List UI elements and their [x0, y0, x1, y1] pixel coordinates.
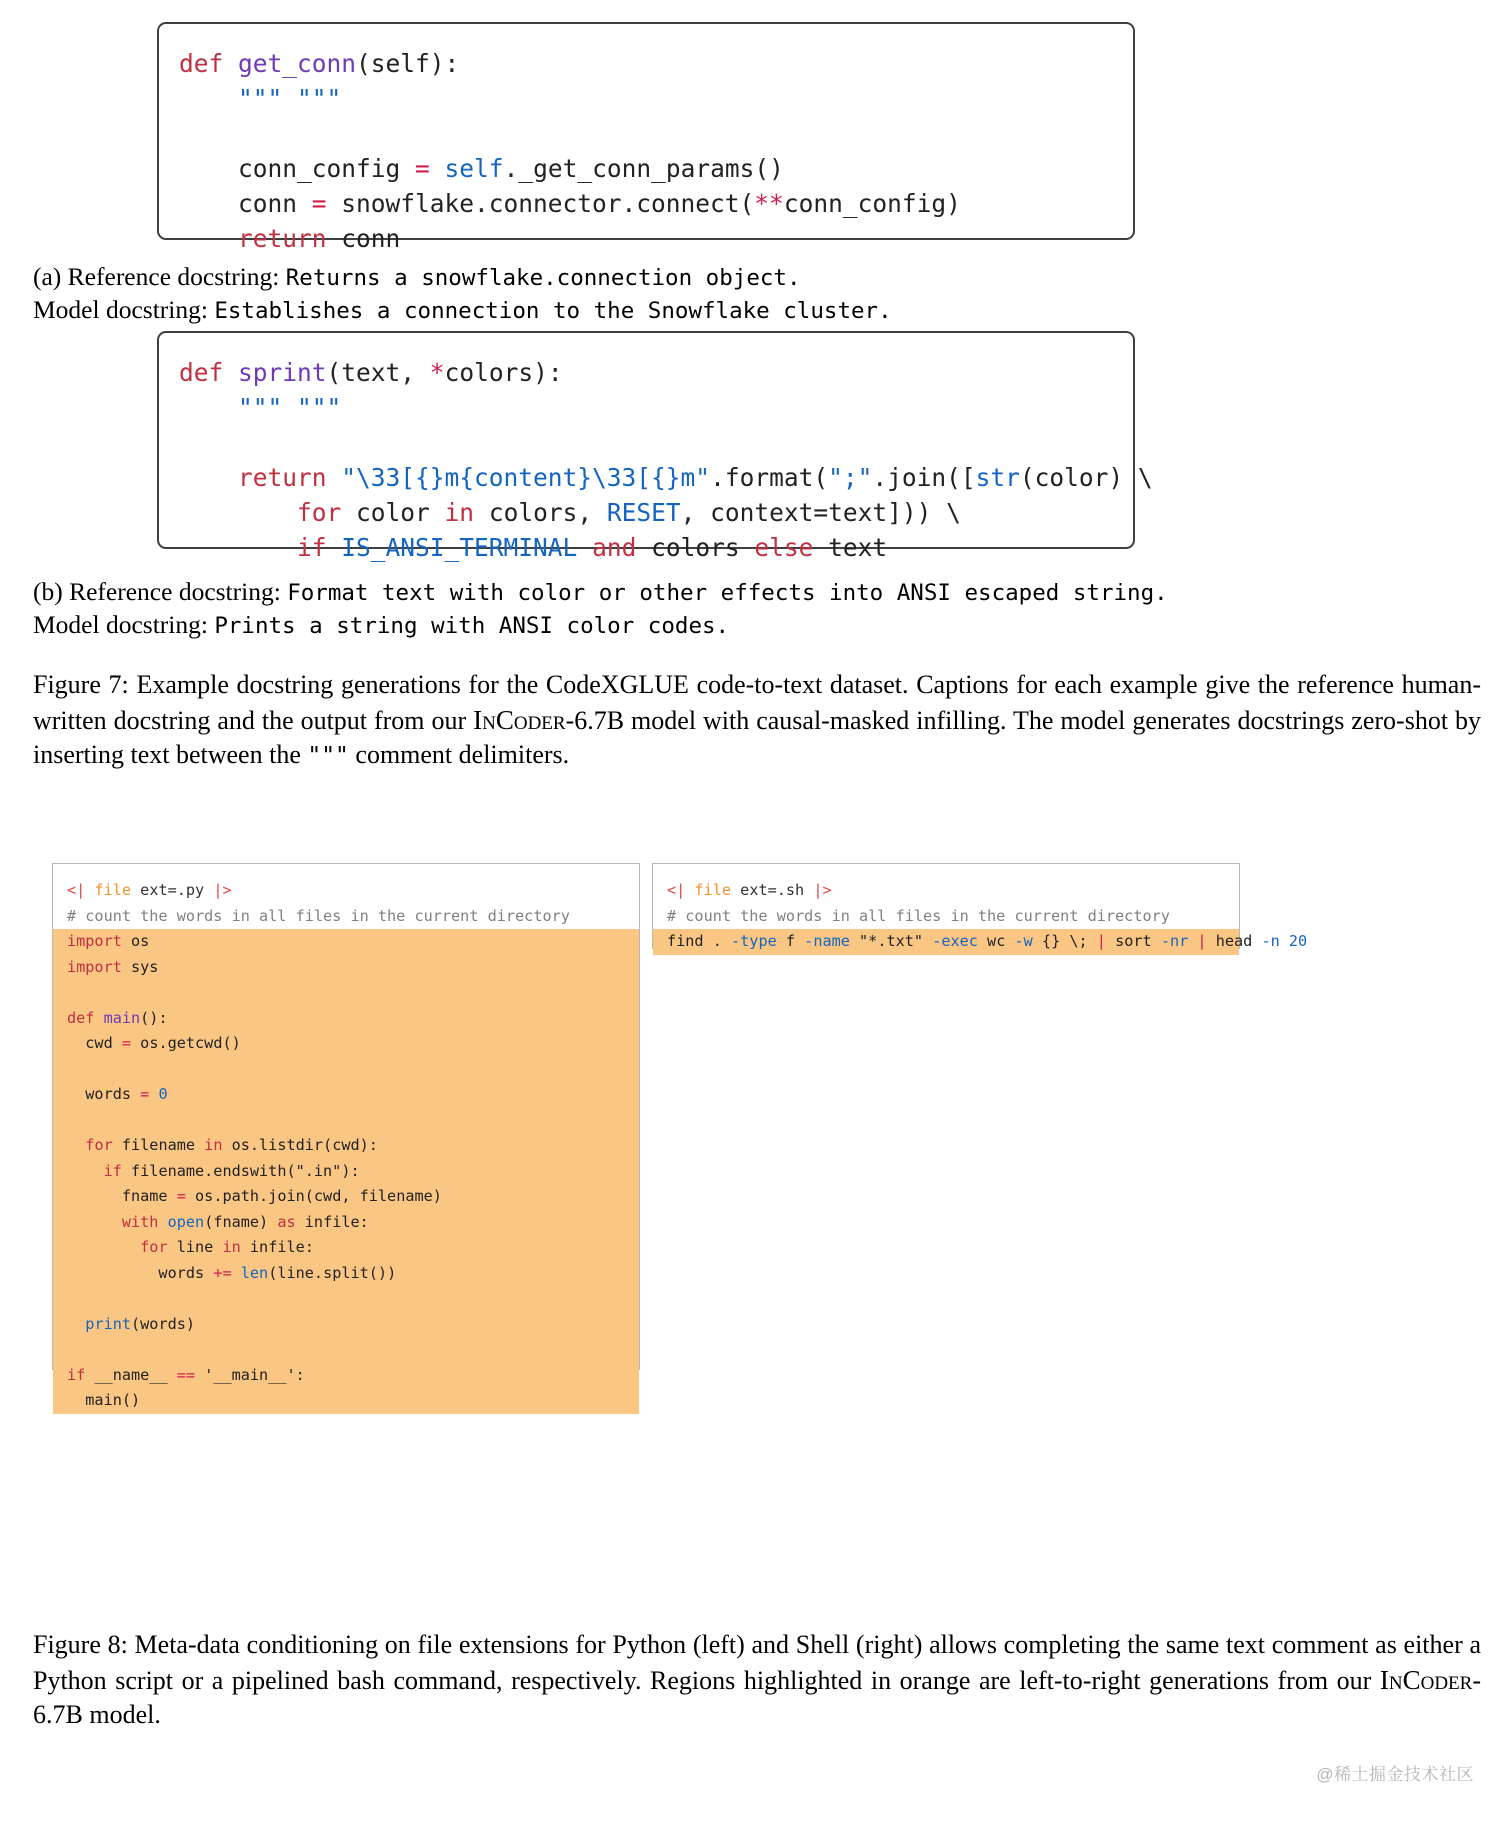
subcaption-b-model-label: Model docstring: [33, 610, 215, 639]
subcaption-a [33, 261, 1483, 327]
figure-8-model-name: InCoder [1379, 1664, 1473, 1695]
subcaption-b-reference-text: Format text with color or other effects into ANSI escaped string. [287, 580, 1168, 606]
watermark: @稀土掘金技术社区 [1316, 1765, 1474, 1784]
figure-7-caption-part3: comment delimiters. [348, 740, 570, 769]
figure-8-caption-part1: Figure 8: Meta-data conditioning on file extensions for Python (left) and Shell (right) allows completing the same text comment as either a Python script or a pipelined bash command, respectively. Regions highlighted in orange are left-to-right generations from our [33, 1630, 1481, 1695]
figure-7-delimiter: """ [307, 743, 349, 769]
subcaption-a-model-label: Model docstring: [33, 295, 215, 324]
figure-7-caption-part2: -6.7B model with causal-masked infilling. The model generates docstrings zero-shot by inserting text between the [33, 705, 1482, 769]
meta-tag-shell [653, 881, 832, 899]
figure-8-python-panel [52, 863, 640, 1409]
shell-generated-region: find . -type f -name "*.txt" -exec wc -w {} \; | sort -nr | head -n 20 [653, 929, 1239, 955]
figure-8-caption [33, 1628, 1481, 1733]
figure-7-model-name: InCoder [473, 704, 566, 735]
code-block-sprint [157, 331, 1153, 562]
code-block-get-conn [157, 22, 1135, 253]
meta-value-ext: ext=.py [140, 881, 205, 899]
subcaption-a-model-line [33, 294, 1483, 327]
subcaption-b-label: (b) Reference docstring: [33, 577, 288, 606]
subcaption-a-label: (a) Reference docstring: [33, 262, 286, 291]
meta-value-ext: ext=.sh [740, 881, 805, 899]
meta-close-bracket: |> [804, 881, 832, 899]
figure-8-shell-panel [652, 863, 1308, 950]
meta-key-file: file [685, 881, 741, 899]
code-content: def get_conn(self): """ """ conn_config = self._get_conn_params() conn = snowflake.connector.connect(**conn_config) return conn [179, 49, 961, 253]
subcaption-b-reference-line [33, 576, 1483, 609]
subcaption-b-model-text: Prints a string with ANSI color codes. [214, 613, 730, 639]
figure-7-caption-part1: Figure 7: Example docstring generations for the CodeXGLUE code-to-text dataset. Captions for each example give the reference human-written docstring and the output from our [33, 670, 1481, 735]
subcaption-b [33, 576, 1483, 642]
shell-panel-content [653, 864, 1308, 955]
meta-tag-python [53, 881, 232, 899]
meta-open-bracket: <| [667, 881, 686, 899]
meta-close-bracket: |> [204, 881, 232, 899]
figure-7-caption [33, 668, 1481, 774]
meta-key-file: file [85, 881, 141, 899]
subcaption-a-reference-line [33, 261, 1483, 294]
shell-prompt-comment: # count the words in all files in the current directory [667, 906, 1170, 925]
meta-open-bracket: <| [67, 881, 86, 899]
subcaption-b-model-line [33, 609, 1483, 642]
subcaption-a-reference-text: Returns a snowflake.connection object. [285, 265, 801, 291]
python-panel-content [53, 864, 639, 1414]
figure-8-caption-part2: -6.7B model. [33, 1665, 1481, 1729]
python-prompt-comment: # count the words in all files in the current directory [67, 906, 570, 925]
subcaption-a-model-text: Establishes a connection to the Snowflake cluster. [214, 298, 892, 324]
code-content: def sprint(text, *colors): """ """ return "\33[{}m{content}\33[{}m".format(";".join([str(color) \ for color in colors, RESET, context=text])) \ if IS_ANSI_TERMINAL and colors else text [179, 358, 1153, 562]
python-generated-region: import os import sys def main(): cwd = os.getcwd() words = 0 for filename in os.listdir(cwd): if filename.endswith(".in"): fname = os.path.join(cwd, filename) with open(fname) as infile: for line in infile: words += len(line.split()) print(words) if __name__ == '__main__': main() [53, 929, 639, 1414]
